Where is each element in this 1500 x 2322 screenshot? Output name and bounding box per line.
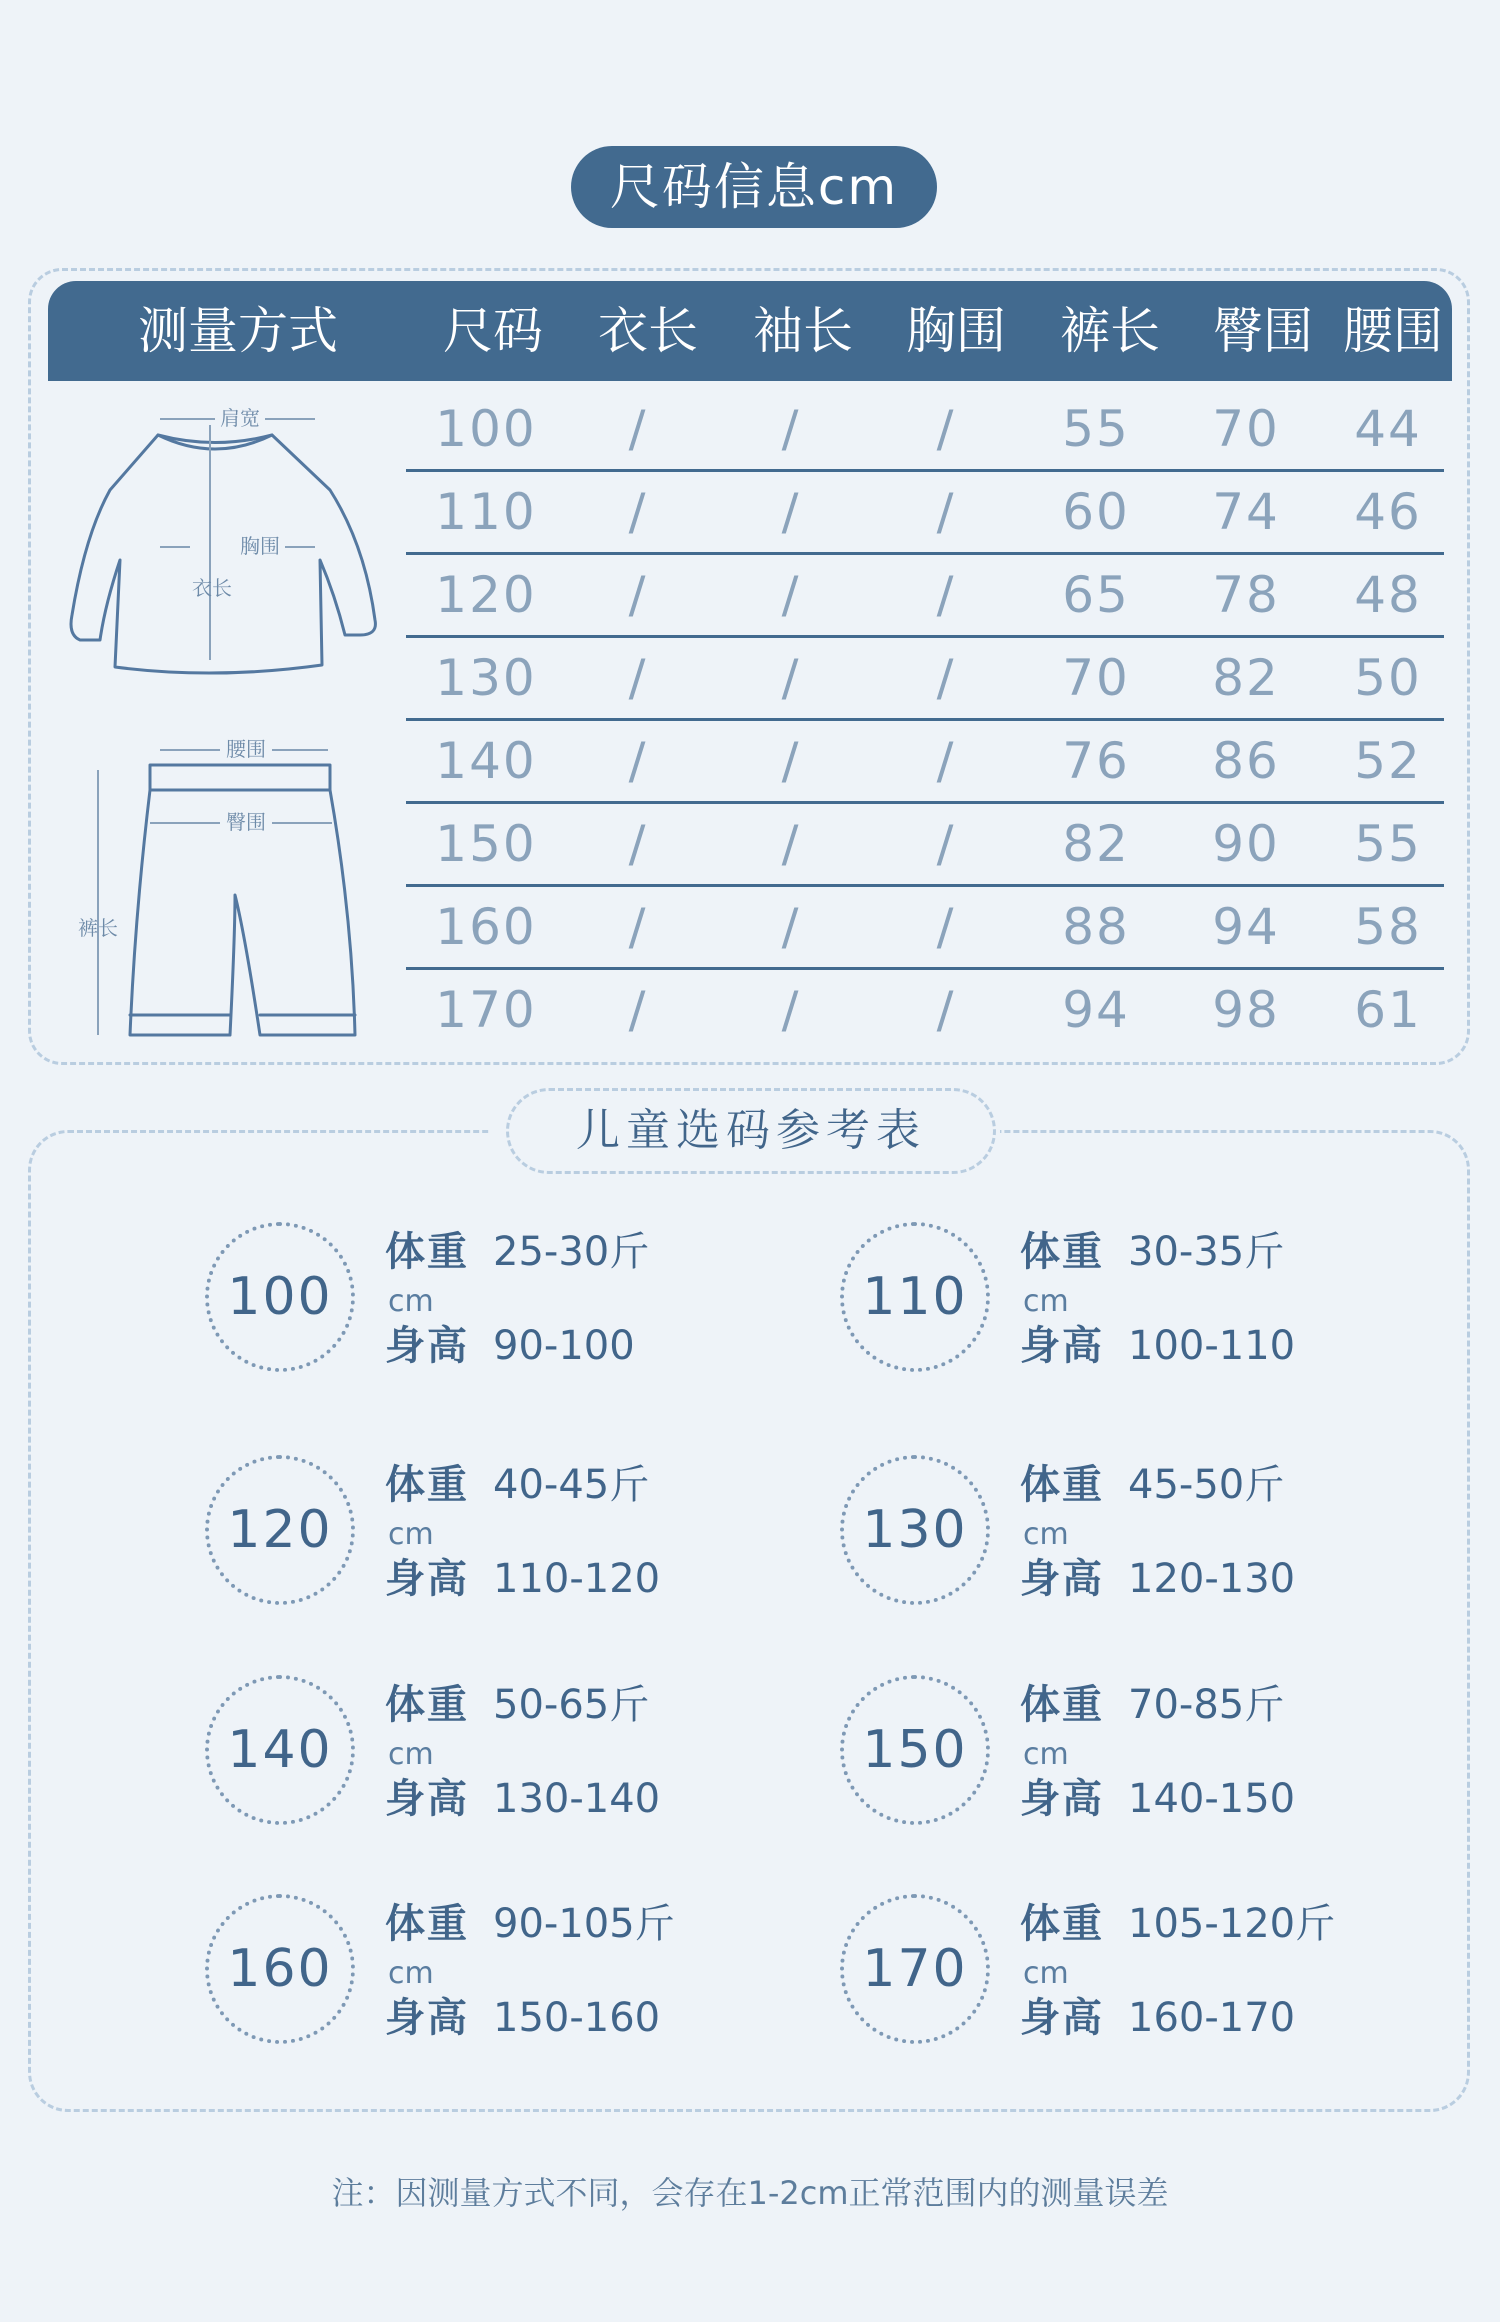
weight-label: 体重 bbox=[385, 1682, 469, 1728]
cell-chest: / bbox=[936, 566, 956, 624]
height-line bbox=[385, 1769, 660, 1829]
weight-value: 25-30斤 bbox=[493, 1229, 650, 1275]
cell-sleeve: / bbox=[781, 732, 801, 790]
size-circle: 170 bbox=[840, 1894, 990, 2044]
height-line bbox=[1020, 1549, 1295, 1609]
height-label: 身高 bbox=[1020, 1323, 1104, 1369]
height-line bbox=[1020, 1769, 1295, 1829]
size-guide-item bbox=[840, 1675, 1480, 1855]
size-guide-item bbox=[840, 1894, 1480, 2074]
label-shoulder: 肩宽 bbox=[220, 406, 260, 430]
size-guide-title: 儿童选码参考表 bbox=[506, 1088, 996, 1174]
cell-sleeve: / bbox=[781, 566, 801, 624]
table-row bbox=[406, 969, 1444, 1052]
label-pants-length: 裤长 bbox=[78, 916, 118, 940]
header-chest: 胸围 bbox=[906, 302, 1006, 360]
footnote: 注：因测量方式不同，会存在1-2cm正常范围内的测量误差 bbox=[331, 2174, 1169, 2212]
cell-sleeve: / bbox=[781, 649, 801, 707]
table-row bbox=[406, 803, 1444, 886]
height-line bbox=[1020, 1316, 1295, 1376]
cell-hip: 86 bbox=[1212, 732, 1280, 790]
height-value: 140-150 bbox=[1128, 1776, 1296, 1822]
height-label: 身高 bbox=[1020, 1995, 1104, 2041]
size-circle: 120 bbox=[205, 1455, 355, 1605]
table-row bbox=[406, 554, 1444, 637]
cell-hip: 98 bbox=[1212, 981, 1280, 1039]
weight-line bbox=[385, 1894, 675, 1954]
cell-chest: / bbox=[936, 400, 956, 458]
cell-top-length: / bbox=[628, 898, 648, 956]
weight-label: 体重 bbox=[385, 1462, 469, 1508]
header-waist: 腰围 bbox=[1343, 302, 1443, 360]
size-guide-item bbox=[840, 1455, 1480, 1635]
header-method: 测量方式 bbox=[138, 302, 338, 360]
weight-value: 105-120斤 bbox=[1128, 1901, 1336, 1947]
height-value: 100-110 bbox=[1128, 1323, 1296, 1369]
cell-hip: 82 bbox=[1212, 649, 1280, 707]
cell-chest: / bbox=[936, 483, 956, 541]
cell-waist: 46 bbox=[1354, 483, 1422, 541]
header-top-length: 衣长 bbox=[598, 302, 698, 360]
height-line bbox=[385, 1988, 660, 2048]
cell-size: 100 bbox=[435, 400, 537, 458]
cell-pants-length: 82 bbox=[1062, 815, 1130, 873]
cell-sleeve: / bbox=[781, 981, 801, 1039]
cell-top-length: / bbox=[628, 483, 648, 541]
size-circle: 150 bbox=[840, 1675, 990, 1825]
label-hip: 臀围 bbox=[226, 810, 266, 834]
cell-size: 110 bbox=[435, 483, 537, 541]
size-guide-item bbox=[840, 1222, 1480, 1402]
height-value: 90-100 bbox=[493, 1323, 635, 1369]
cell-top-length: / bbox=[628, 815, 648, 873]
unit-label: cm bbox=[388, 1737, 434, 1772]
unit-label: cm bbox=[388, 1956, 434, 1991]
size-circle: 100 bbox=[205, 1222, 355, 1372]
weight-value: 70-85斤 bbox=[1128, 1682, 1285, 1728]
cell-size: 130 bbox=[435, 649, 537, 707]
cell-hip: 70 bbox=[1212, 400, 1280, 458]
cell-pants-length: 65 bbox=[1062, 566, 1130, 624]
height-line bbox=[385, 1316, 635, 1376]
cell-waist: 61 bbox=[1354, 981, 1422, 1039]
cell-sleeve: / bbox=[781, 815, 801, 873]
weight-line bbox=[1020, 1894, 1335, 1954]
label-waist: 腰围 bbox=[226, 737, 266, 761]
cell-sleeve: / bbox=[781, 898, 801, 956]
shirt-outline bbox=[71, 435, 375, 673]
weight-value: 45-50斤 bbox=[1128, 1462, 1285, 1508]
unit-label: cm bbox=[388, 1284, 434, 1319]
weight-line bbox=[1020, 1222, 1284, 1282]
height-line bbox=[1020, 1988, 1295, 2048]
cell-chest: / bbox=[936, 898, 956, 956]
cell-pants-length: 94 bbox=[1062, 981, 1130, 1039]
height-value: 150-160 bbox=[493, 1995, 661, 2041]
table-row bbox=[406, 886, 1444, 969]
unit-label: cm bbox=[1023, 1737, 1069, 1772]
cell-top-length: / bbox=[628, 649, 648, 707]
cell-pants-length: 55 bbox=[1062, 400, 1130, 458]
weight-label: 体重 bbox=[1020, 1682, 1104, 1728]
weight-line bbox=[385, 1222, 649, 1282]
cell-waist: 48 bbox=[1354, 566, 1422, 624]
cell-chest: / bbox=[936, 981, 956, 1039]
size-circle: 110 bbox=[840, 1222, 990, 1372]
cell-chest: / bbox=[936, 732, 956, 790]
cell-hip: 90 bbox=[1212, 815, 1280, 873]
table-header bbox=[48, 281, 1452, 381]
cell-waist: 44 bbox=[1354, 400, 1422, 458]
cell-pants-length: 60 bbox=[1062, 483, 1130, 541]
cell-top-length: / bbox=[628, 400, 648, 458]
weight-value: 40-45斤 bbox=[493, 1462, 650, 1508]
weight-label: 体重 bbox=[1020, 1901, 1104, 1947]
cell-pants-length: 70 bbox=[1062, 649, 1130, 707]
cell-sleeve: / bbox=[781, 483, 801, 541]
unit-label: cm bbox=[388, 1517, 434, 1552]
height-value: 130-140 bbox=[493, 1776, 661, 1822]
cell-size: 120 bbox=[435, 566, 537, 624]
weight-label: 体重 bbox=[1020, 1462, 1104, 1508]
height-label: 身高 bbox=[385, 1776, 469, 1822]
cell-pants-length: 88 bbox=[1062, 898, 1130, 956]
header-hip: 臀围 bbox=[1213, 302, 1313, 360]
height-label: 身高 bbox=[1020, 1556, 1104, 1602]
height-line bbox=[385, 1549, 660, 1609]
cell-size: 140 bbox=[435, 732, 537, 790]
cell-top-length: / bbox=[628, 981, 648, 1039]
unit-label: cm bbox=[1023, 1956, 1069, 1991]
cell-top-length: / bbox=[628, 732, 648, 790]
weight-line bbox=[385, 1675, 649, 1735]
size-guide-item bbox=[205, 1675, 845, 1855]
height-label: 身高 bbox=[1020, 1776, 1104, 1822]
table-row bbox=[406, 720, 1444, 803]
unit-label: cm bbox=[1023, 1517, 1069, 1552]
table-row bbox=[406, 637, 1444, 720]
height-value: 110-120 bbox=[493, 1556, 661, 1602]
cell-size: 150 bbox=[435, 815, 537, 873]
cell-sleeve: / bbox=[781, 400, 801, 458]
weight-line bbox=[385, 1455, 649, 1515]
cell-waist: 52 bbox=[1354, 732, 1422, 790]
weight-line bbox=[1020, 1455, 1284, 1515]
weight-value: 30-35斤 bbox=[1128, 1229, 1285, 1275]
cell-chest: / bbox=[936, 649, 956, 707]
label-top-length: 衣长 bbox=[192, 576, 232, 600]
cell-pants-length: 76 bbox=[1062, 732, 1130, 790]
weight-value: 50-65斤 bbox=[493, 1682, 650, 1728]
cell-waist: 58 bbox=[1354, 898, 1422, 956]
size-guide-item bbox=[205, 1455, 845, 1635]
cell-size: 160 bbox=[435, 898, 537, 956]
height-label: 身高 bbox=[385, 1323, 469, 1369]
cell-hip: 78 bbox=[1212, 566, 1280, 624]
height-label: 身高 bbox=[385, 1556, 469, 1602]
table-row bbox=[406, 388, 1444, 471]
page-title: 尺码信息cm bbox=[571, 146, 937, 228]
cell-hip: 74 bbox=[1212, 483, 1280, 541]
size-circle: 140 bbox=[205, 1675, 355, 1825]
size-guide-item bbox=[205, 1894, 845, 2074]
header-pants-length: 裤长 bbox=[1060, 302, 1160, 360]
header-size: 尺码 bbox=[443, 302, 543, 360]
weight-label: 体重 bbox=[385, 1901, 469, 1947]
pants-outline bbox=[150, 765, 330, 790]
label-chest: 胸围 bbox=[240, 534, 280, 558]
size-guide-item bbox=[205, 1222, 845, 1402]
size-circle: 160 bbox=[205, 1894, 355, 2044]
height-label: 身高 bbox=[385, 1995, 469, 2041]
weight-line bbox=[1020, 1675, 1284, 1735]
header-sleeve: 袖长 bbox=[753, 302, 853, 360]
cell-hip: 94 bbox=[1212, 898, 1280, 956]
height-value: 120-130 bbox=[1128, 1556, 1296, 1602]
table-row bbox=[406, 471, 1444, 554]
cell-size: 170 bbox=[435, 981, 537, 1039]
weight-label: 体重 bbox=[1020, 1229, 1104, 1275]
weight-value: 90-105斤 bbox=[493, 1901, 675, 1947]
unit-label: cm bbox=[1023, 1284, 1069, 1319]
weight-label: 体重 bbox=[385, 1229, 469, 1275]
cell-top-length: / bbox=[628, 566, 648, 624]
garment-diagram bbox=[60, 395, 400, 1055]
cell-chest: / bbox=[936, 815, 956, 873]
size-circle: 130 bbox=[840, 1455, 990, 1605]
cell-waist: 55 bbox=[1354, 815, 1422, 873]
height-value: 160-170 bbox=[1128, 1995, 1296, 2041]
cell-waist: 50 bbox=[1354, 649, 1422, 707]
